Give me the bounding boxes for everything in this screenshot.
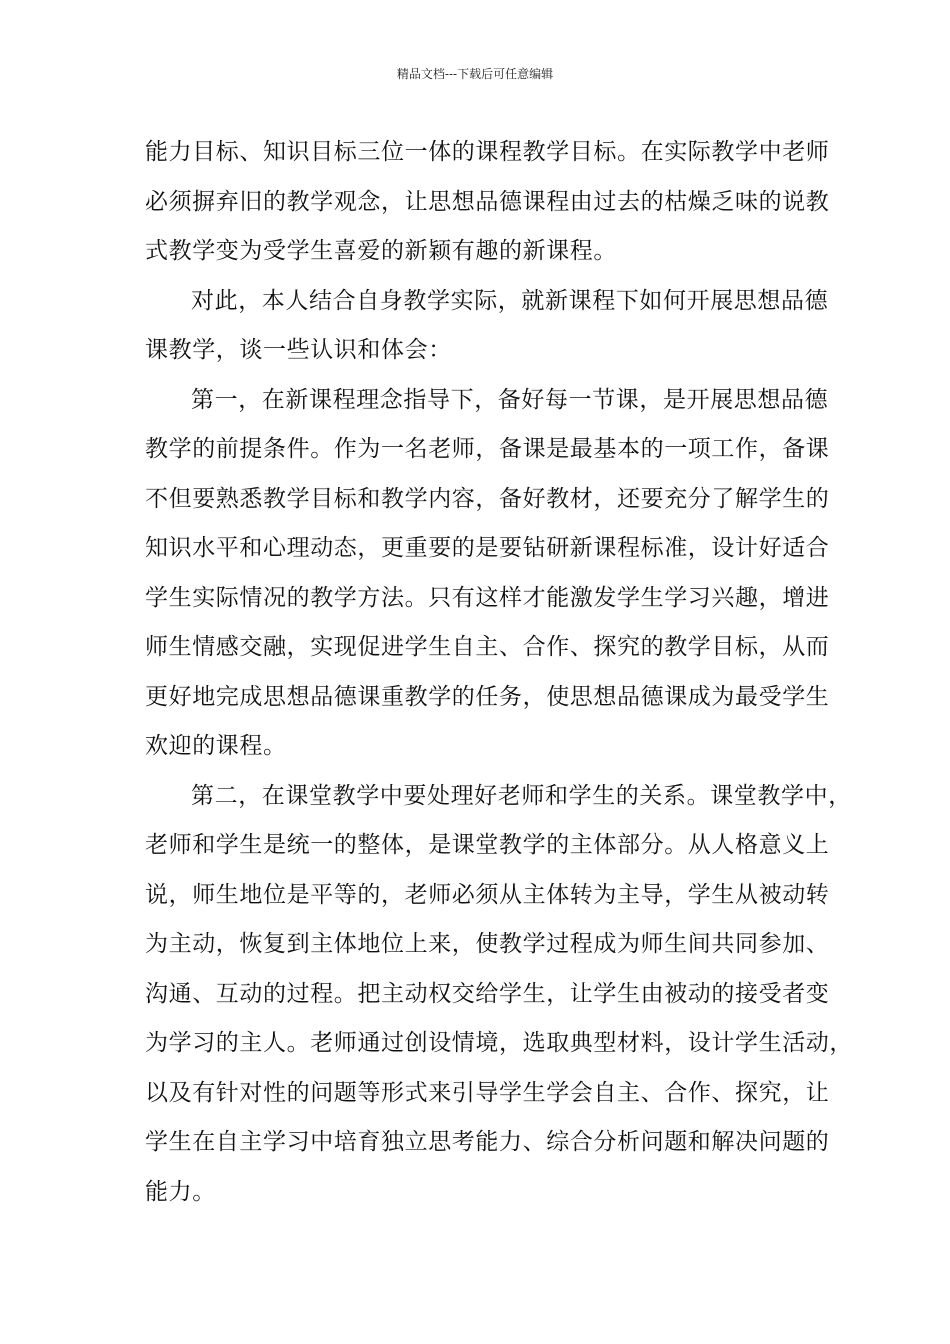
paragraph: [145, 772, 853, 1218]
text-line: 为主动，恢复到主体地位上来，使教学过程成为师生间共同参加、: [145, 931, 830, 957]
text-line: 沟通、互动的过程。把主动权交给学生，让学生由被动的接受者变: [145, 980, 830, 1007]
text-line: 为学习的主人。老师通过创设情境，选取典型材料，设计学生活动，: [145, 1030, 853, 1056]
page-header: 精品文档---下载后可任意编辑: [396, 67, 554, 81]
text-line: 说，师生地位是平等的，老师必须从主体转为主导，学生从被动转: [145, 881, 830, 908]
text-line: 师生情感交融，实现促进学生自主、合作、探究的教学目标，从而: [145, 634, 830, 660]
paragraph: [145, 376, 830, 772]
text-line: 对此，本人结合自身教学实际，就新课程下如何开展思想品德: [191, 287, 829, 314]
text-line: 欢迎的课程。: [145, 733, 287, 759]
text-line: 式教学变为受学生喜爱的新颖有趣的新课程。: [145, 238, 617, 264]
text-line: 知识水平和心理动态，更重要的是要钻研新课程标准，设计好适合: [145, 535, 830, 561]
text-line: 学生在自主学习中培育独立思考能力、综合分析问题和解决问题的: [145, 1129, 830, 1155]
text-line: 第一，在新课程理念指导下，备好每一节课，是开展思想品德: [191, 386, 829, 413]
paragraph: [145, 128, 830, 277]
text-line: 不但要熟悉教学目标和教学内容，备好教材，还要充分了解学生的: [145, 485, 830, 512]
text-line: 能力目标、知识目标三位一体的课程教学目标。在实际教学中老师: [145, 139, 830, 165]
text-line: 能力。: [145, 1178, 216, 1205]
paragraph: [145, 277, 829, 376]
text-line: 以及有针对性的问题等形式来引导学生学会自主、合作、探究，让: [145, 1079, 830, 1106]
text-line: 更好地完成思想品德课重教学的任务，使思想品德课成为最受学生: [145, 683, 830, 710]
text-line: 必须摒弃旧的教学观念，让思想品德课程由过去的枯燥乏味的说教: [145, 188, 830, 215]
document-body: [145, 128, 853, 1217]
text-line: 教学的前提条件。作为一名老师，备课是最基本的一项工作，备课: [145, 436, 830, 462]
text-line: 老师和学生是统一的整体，是课堂教学的主体部分。从人格意义上: [145, 832, 830, 858]
text-line: 课教学，谈一些认识和体会：: [145, 337, 452, 363]
text-line: 第二，在课堂教学中要处理好老师和学生的关系。课堂教学中，: [191, 782, 852, 809]
text-line: 学生实际情况的教学方法。只有这样才能激发学生学习兴趣，增进: [145, 584, 830, 611]
